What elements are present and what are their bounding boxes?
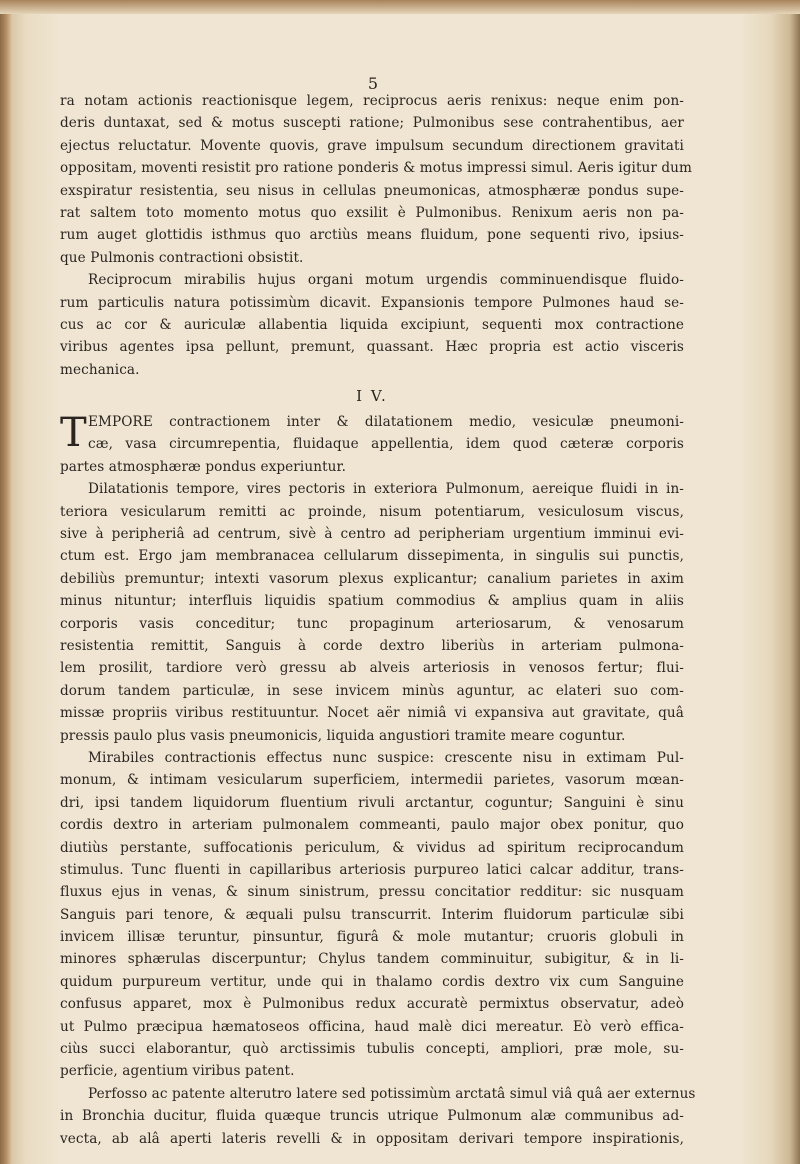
page-number: 5: [367, 74, 379, 93]
text-line: que Pulmonis contractioni obsistit.: [60, 249, 304, 266]
text-line: quidum purpureum vertitur, unde qui in thalamo cordis dextro vix cum Sanguine: [60, 973, 684, 990]
text-line-content: EMPORE contractionem inter & dilatationem medio, vesiculæ pneumoni-: [88, 414, 684, 431]
text-line: ejectus reluctatur. Movente quovis, grave impulsum secundum directionem gravitati: [60, 137, 684, 154]
text-line: rat saltem toto momento motus quo exsilit è Pulmonibus. Renixum aeris non pa-: [60, 204, 684, 221]
text-line: rum particulis natura potissimùm dicavit. Expansionis tempore Pulmones haud se-: [60, 294, 684, 311]
text-line: Perfosso ac patente alterutro latere sed potissimùm arctatâ simul viâ quâ aer externus: [88, 1085, 696, 1102]
body-text: [60, 90, 696, 1150]
text-line: dorum tandem particulæ, in sese invicem minùs aguntur, ac elateri suo com-: [60, 682, 684, 699]
paragraph-4: [60, 747, 684, 1083]
text-line: lem prosilit, tardiore verò gressu ab alveis arteriosis in venosos fertur; flui-: [60, 660, 684, 677]
text-line: fluxus ejus in venas, & sinum sinistrum, pressu concitatior redditur: sic nusquam: [60, 884, 684, 901]
text-line: Sanguis pari tenore, & æquali pulsu transcurrit. Interim fluidorum particulæ sibi: [60, 906, 684, 923]
text-line: corporis vasis conceditur; tunc propaginum arteriosarum, & venosarum: [60, 615, 684, 632]
text-line: mechanica.: [60, 361, 140, 378]
text-line: cordis dextro in arteriam pulmonalem commeanti, paulo major obex ponitur, quo: [60, 817, 684, 834]
text-line: cus ac cor & auriculæ allabentia liquida excipiunt, sequenti mox contractione: [60, 316, 684, 333]
text-line: deris duntaxat, sed & motus suscepti ratione; Pulmonibus sese contrahentibus, aer: [60, 115, 684, 132]
text-line: dri, ipsi tandem liquidorum fluentium rivuli arctantur, coguntur; Sanguini è sinu: [60, 794, 684, 811]
text-line: ciùs succi elaborantur, quò arctissimis tubulis concepti, ampliori, præ mole, su-: [60, 1041, 684, 1058]
paragraph-3: [60, 478, 684, 747]
text-line: Reciprocum mirabilis hujus organi motum urgendis comminuendisque fluido-: [88, 272, 684, 289]
text-line: exspiratur resistentia, seu nisus in cellulas pneumonicas, atmosphæræ pondus supe-: [60, 182, 684, 199]
text-line: Mirabiles contractionis effectus nunc suspice: crescente nisu in extimam Pul-: [88, 749, 684, 766]
text-line: debiliùs premuntur; intexti vasorum plexus explicantur; canalium parietes in axim: [60, 570, 684, 587]
text-line: ut Pulmo præcipua hæmatoseos officina, haud malè dici mereatur. Eò verò effica-: [60, 1018, 684, 1035]
text-line: pressis paulo plus vasis pneumonicis, liquida angustiori tramite meare coguntur.: [60, 727, 626, 744]
text-line: rum auget glottidis isthmus quo arctiùs means fluidum, pone sequenti rivo, ipsius-: [60, 227, 684, 244]
text-line: perficie, agentium viribus patent.: [60, 1063, 295, 1080]
text-line: resistentia remittit, Sanguis à corde dextro liberiùs in arteriam pulmona-: [60, 637, 684, 654]
section-heading: I V.: [356, 387, 388, 406]
text-line: ctum est. Ergo jam membranacea cellularum dissepimenta, in singulis sui punctis,: [60, 548, 684, 565]
text-line: Dilatationis tempore, vires pectoris in exteriora Pulmonum, aereique fluidi in in-: [88, 481, 684, 498]
paragraph-2: [60, 269, 684, 381]
text-line: confusus apparet, mox è Pulmonibus redux accuratè permixtus observatur, adeò: [60, 996, 684, 1013]
text-line: cæ, vasa circumrepentia, fluidaque appellentia, idem quod cæteræ corporis: [88, 436, 684, 453]
page-top-edge: [0, 0, 800, 14]
text-line: stimulus. Tunc fluenti in capillaribus arteriosis purpureo latici calcar additur, trans-: [60, 861, 684, 878]
text-line: monum, & intimam vesicularum superficiem, intermedii parietes, vasorum mœan-: [60, 772, 684, 789]
text-line: invicem illisæ teruntur, pinsuntur, figurâ & mole mutantur; cruoris globuli in: [60, 929, 684, 946]
section-opening: [60, 411, 684, 478]
text-line: partes atmosphæræ pondus experiuntur.: [60, 458, 347, 475]
text-line: diutiùs perstante, suffocationis periculum, & vividus ad spiritum reciprocandum: [60, 839, 684, 856]
text-line: viribus agentes ipsa pellunt, premunt, quassant. Hæc propria est actio visceris: [60, 339, 684, 356]
text-line: sive à peripheriâ ad centrum, sivè à centro ad peripheriam urgentium imminui evi-: [60, 526, 684, 543]
text-line: in Bronchia ducitur, fluida quæque truncis utrique Pulmonum alæ communibus ad-: [60, 1108, 684, 1125]
paragraph-5: [60, 1083, 696, 1150]
text-line: minus nituntur; interfluis liquidis spatium commodius & amplius quam in aliis: [60, 593, 684, 610]
paragraph-1: [60, 90, 693, 269]
text-line: vecta, ab alâ aperti lateris revelli & in oppositam derivari tempore inspirationis,: [60, 1130, 684, 1147]
text-line: teriora vesicularum remitti ac proinde, nisum potentiarum, vesiculosum viscus,: [60, 503, 684, 520]
text-line: oppositam, moventi resistit pro ratione ponderis & motus impressi simul. Aeris igitur dum: [60, 160, 693, 177]
text-line: ra notam actionis reactionisque legem, reciprocus aeris renixus: neque enim pon-: [60, 93, 684, 109]
drop-cap: T: [60, 410, 87, 457]
text-line: minores sphærulas discerpuntur; Chylus tandem comminuitur, subigitur, & in li-: [60, 951, 684, 968]
text-line: missæ propriis viribus restituuntur. Nocet aër nimiâ vi expansiva aut gravitate, quâ: [60, 705, 684, 722]
